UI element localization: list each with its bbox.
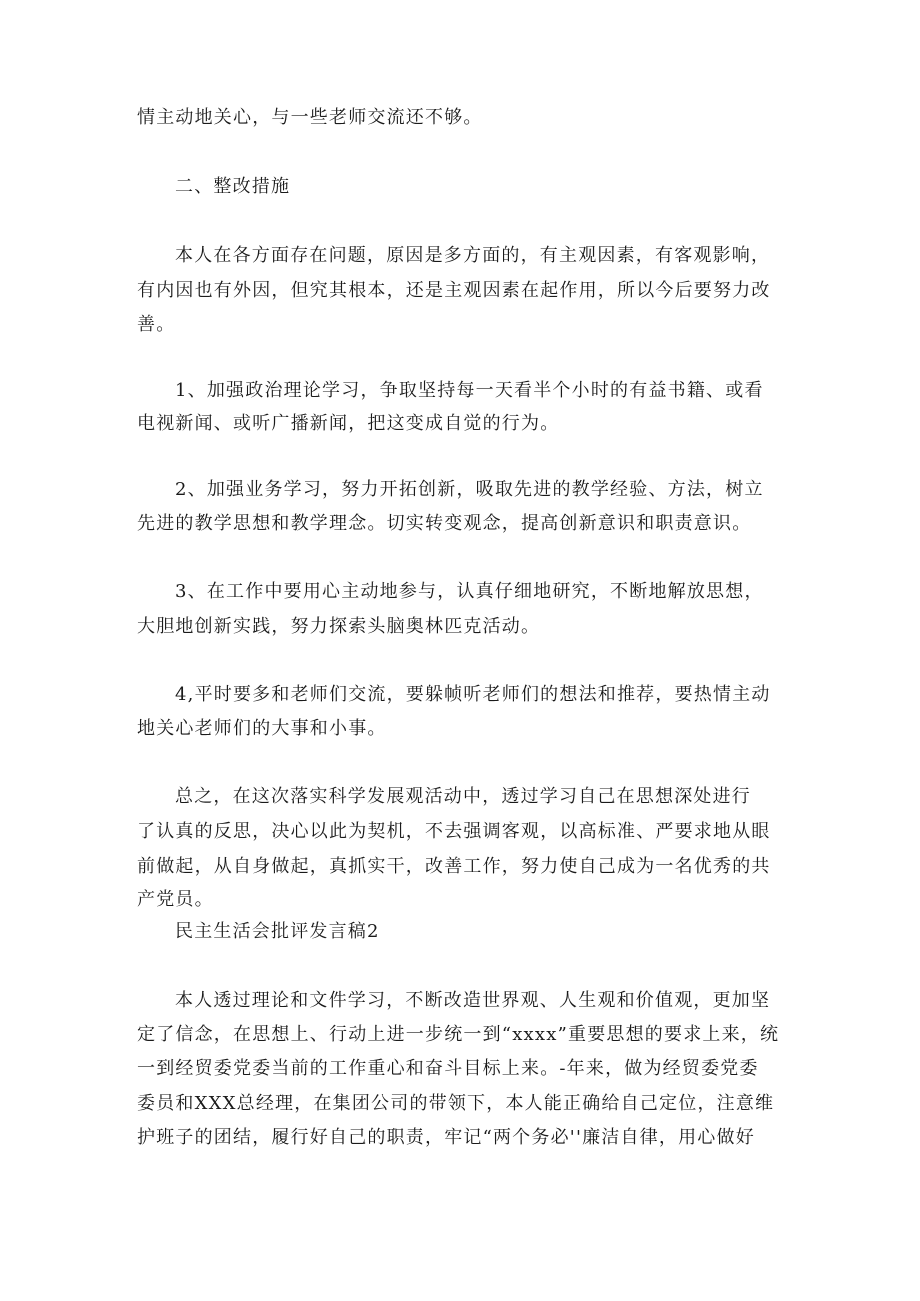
text-line: 4,平时要多和老师们交流，要躲帧听老师们的想法和推荐，要热情主动 <box>175 684 771 705</box>
text-line: 护班子的团结，履行好自己的职责，牢记“两个务必''廉洁自律，用心做好 <box>137 1127 755 1148</box>
text-line: 3、在工作中要用心主动地参与，认真仔细地研究，不断地解放思想， <box>175 581 764 602</box>
document-title: 民主生活会批评发言稿2 <box>175 921 380 942</box>
section-heading: 二、整改措施 <box>175 176 291 197</box>
text-line: 有内因也有外因，但究其根本，还是主观因素在起作用，所以今后要努力改 <box>137 280 771 301</box>
text-line: 2、加强业务学习，努力开拓创新，吸取先进的教学经验、方法，树立 <box>175 479 764 500</box>
text-line: 总之，在这次落实科学发展观活动中，透过学习自己在思想深处进行 <box>175 786 751 807</box>
text-line: 大胆地创新实践，努力探索头脑奥林匹克活动。 <box>137 616 541 637</box>
text-line: 产党员。 <box>137 889 214 910</box>
text-line: 地关心老师们的大事和小事。 <box>137 718 387 739</box>
text-line: 定了信念，在思想上、行动上进一步统一到“xxxx”重要思想的要求上来，统 <box>137 1024 780 1045</box>
text-line: 本人在各方面存在问题，原因是多方面的，有主观因素，有客观影响， <box>175 245 771 266</box>
text-line: 本人透过理论和文件学习，不断改造世界观、人生观和价值观，更加坚 <box>175 990 771 1011</box>
text-line: 了认真的反思，决心以此为契机，不去强调客观，以高标准、严要求地从眼 <box>137 821 771 842</box>
text-line: 前做起，从自身做起，真抓实干，改善工作，努力使自己成为一名优秀的共 <box>137 856 771 877</box>
text-line: 一到经贸委党委当前的工作重心和奋斗目标上来。-年来，做为经贸委党委 <box>137 1058 759 1079</box>
text-line: 1、加强政治理论学习，争取坚持每一天看半个小时的有益书籍、或看 <box>175 380 764 401</box>
text-line: 先进的教学思想和教学理念。切实转变观念，提高创新意识和职责意识。 <box>137 513 752 534</box>
text-line: 电视新闻、或听广播新闻，把这变成自觉的行为。 <box>137 413 560 434</box>
text-line: 情主动地关心，与一些老师交流还不够。 <box>137 107 483 128</box>
text-line: 善。 <box>137 314 176 335</box>
text-line: 委员和XXX总经理，在集团公司的带领下，本人能正确给自己定位，注意维 <box>137 1093 775 1114</box>
